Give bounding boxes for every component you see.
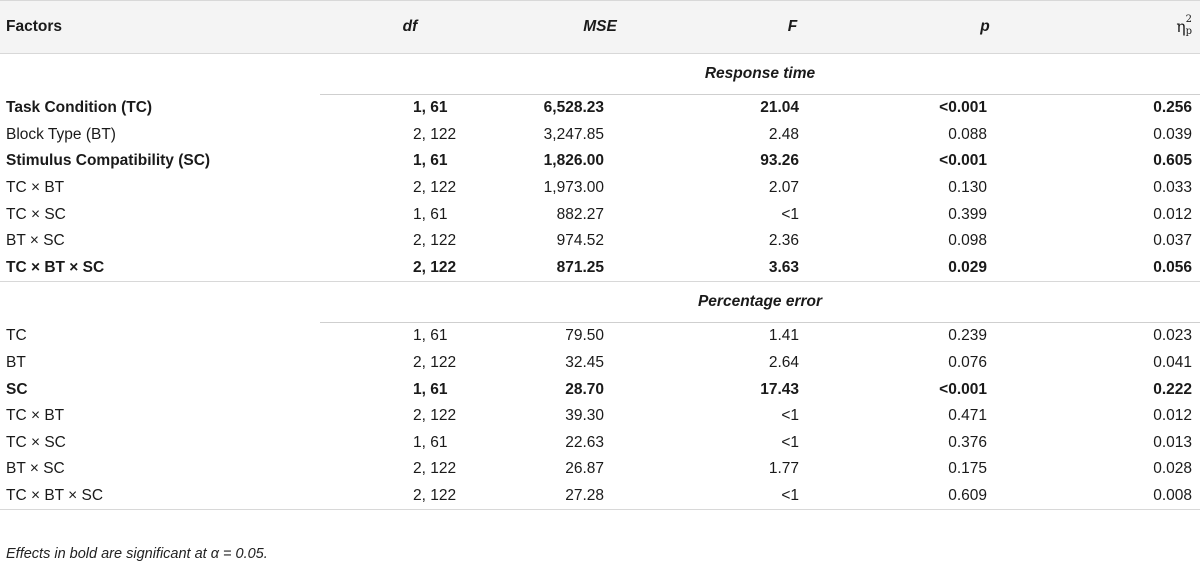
- f-cell: 93.26: [760, 152, 799, 170]
- eta-cell: 0.222: [1153, 380, 1192, 398]
- mse-cell: 22.63: [565, 433, 604, 451]
- f-cell: 1.41: [768, 327, 799, 345]
- table-row: [0, 376, 1200, 403]
- df-cell: 1, 61: [413, 327, 448, 345]
- factor-cell: SC: [6, 380, 28, 398]
- df-cell: 1, 61: [413, 433, 448, 451]
- eta-cell: 0.256: [1153, 99, 1192, 117]
- factor-cell: BT × SC: [6, 460, 65, 478]
- p-cell: <0.001: [939, 380, 987, 398]
- mse-cell: 1,826.00: [543, 152, 604, 170]
- table-row: [0, 95, 1200, 122]
- eta-cell: 0.037: [1153, 232, 1192, 250]
- eta-cell: 0.012: [1153, 407, 1192, 425]
- factor-cell: Task Condition (TC): [6, 99, 153, 117]
- mse-cell: 871.25: [556, 258, 604, 276]
- p-cell: 0.029: [948, 258, 987, 276]
- f-cell: <1: [781, 407, 799, 425]
- mse-cell: 1,973.00: [543, 179, 604, 197]
- p-cell: 0.130: [948, 179, 987, 197]
- f-cell: 17.43: [760, 380, 799, 398]
- eta-cell: 0.056: [1153, 258, 1192, 276]
- header-mse: MSE: [500, 1, 700, 54]
- table-row: [0, 323, 1200, 350]
- df-cell: 1, 61: [413, 380, 448, 398]
- eta-cell: 0.028: [1153, 460, 1192, 478]
- f-cell: 2.36: [768, 232, 799, 250]
- table-row: [0, 403, 1200, 430]
- mse-cell: 39.30: [565, 407, 604, 425]
- factor-cell: TC × BT: [6, 179, 65, 197]
- section-header-row: [0, 282, 1200, 323]
- df-cell: 2, 122: [413, 407, 457, 425]
- factor-cell: TC × SC: [6, 433, 66, 451]
- p-cell: <0.001: [939, 99, 987, 117]
- p-cell: 0.175: [948, 460, 987, 478]
- table-row: [0, 350, 1200, 377]
- df-cell: 2, 122: [413, 125, 457, 143]
- p-cell: 0.088: [948, 125, 987, 143]
- factor-cell: TC: [6, 327, 27, 345]
- header-eta: [1085, 1, 1200, 54]
- table-body: [0, 54, 1200, 510]
- table-row: [0, 228, 1200, 255]
- df-cell: 2, 122: [413, 460, 457, 478]
- p-cell: 0.399: [948, 205, 987, 223]
- df-cell: 2, 122: [413, 179, 457, 197]
- p-cell: 0.239: [948, 327, 987, 345]
- header-factors: Factors: [0, 1, 320, 54]
- eta-cell: 0.033: [1153, 179, 1192, 197]
- p-cell: 0.376: [948, 433, 987, 451]
- eta-cell: 0.023: [1153, 327, 1192, 345]
- section-spacer: [0, 54, 320, 95]
- eta-cell: 0.039: [1153, 125, 1192, 143]
- factor-cell: TC × BT × SC: [6, 258, 105, 276]
- mse-cell: 79.50: [565, 327, 604, 345]
- header-f: F: [700, 1, 885, 54]
- df-cell: 1, 61: [413, 152, 448, 170]
- df-cell: 2, 122: [320, 483, 500, 510]
- f-cell: <1: [781, 205, 799, 223]
- table-row: [0, 122, 1200, 149]
- table-row: [0, 175, 1200, 202]
- p-cell: 0.098: [948, 232, 987, 250]
- header-eta-base: η: [1176, 17, 1186, 36]
- factor-cell: Stimulus Compatibility (SC): [6, 152, 211, 170]
- table-row: [0, 483, 1200, 510]
- table-header: [0, 1, 1200, 54]
- eta-cell: 0.041: [1153, 354, 1192, 372]
- section-spacer: [0, 282, 320, 323]
- f-cell: <1: [781, 433, 799, 451]
- mse-cell: 27.28: [500, 483, 700, 510]
- p-cell: <0.001: [939, 152, 987, 170]
- f-cell: 2.48: [768, 125, 799, 143]
- f-cell: 3.63: [768, 258, 799, 276]
- p-cell: 0.609: [885, 483, 1085, 510]
- f-cell: <1: [700, 483, 885, 510]
- section-title: Response time: [320, 54, 1200, 95]
- table-footnote: Effects in bold are significant at α = 0.05.: [6, 546, 268, 562]
- table-row: [0, 201, 1200, 228]
- header-p: p: [885, 1, 1085, 54]
- df-cell: 1, 61: [413, 205, 448, 223]
- header-df: df: [320, 1, 500, 54]
- mse-cell: 882.27: [556, 205, 604, 223]
- mse-cell: 26.87: [565, 460, 604, 478]
- table-row: [0, 148, 1200, 175]
- f-cell: 1.77: [768, 460, 799, 478]
- mse-cell: 6,528.23: [543, 99, 604, 117]
- table-row: [0, 430, 1200, 457]
- eta-cell: 0.013: [1153, 433, 1192, 451]
- eta-cell: 0.605: [1153, 152, 1192, 170]
- df-cell: 1, 61: [413, 99, 448, 117]
- p-cell: 0.076: [948, 354, 987, 372]
- eta-cell: 0.012: [1153, 205, 1192, 223]
- f-cell: 2.07: [768, 179, 799, 197]
- df-cell: 2, 122: [413, 354, 457, 372]
- section-header-row: [0, 54, 1200, 95]
- mse-cell: 3,247.85: [543, 125, 604, 143]
- mse-cell: 32.45: [565, 354, 604, 372]
- df-cell: 2, 122: [413, 258, 457, 276]
- factor-cell: Block Type (BT): [6, 125, 116, 143]
- section-title: Percentage error: [320, 282, 1200, 323]
- f-cell: 21.04: [760, 99, 799, 117]
- header-eta-sub: p: [1185, 26, 1193, 38]
- factor-cell: TC × BT: [6, 407, 65, 425]
- factor-cell: BT × SC: [6, 232, 65, 250]
- mse-cell: 28.70: [565, 380, 604, 398]
- header-eta-sup: 2: [1185, 14, 1192, 26]
- eta-cell: 0.008: [1085, 483, 1200, 510]
- f-cell: 2.64: [768, 354, 799, 372]
- p-cell: 0.471: [948, 407, 987, 425]
- table-row: [0, 456, 1200, 483]
- table-row: [0, 255, 1200, 282]
- factor-cell: BT: [6, 354, 26, 372]
- factor-cell: TC × BT × SC: [0, 483, 320, 510]
- mse-cell: 974.52: [556, 232, 604, 250]
- df-cell: 2, 122: [413, 232, 457, 250]
- factor-cell: TC × SC: [6, 205, 66, 223]
